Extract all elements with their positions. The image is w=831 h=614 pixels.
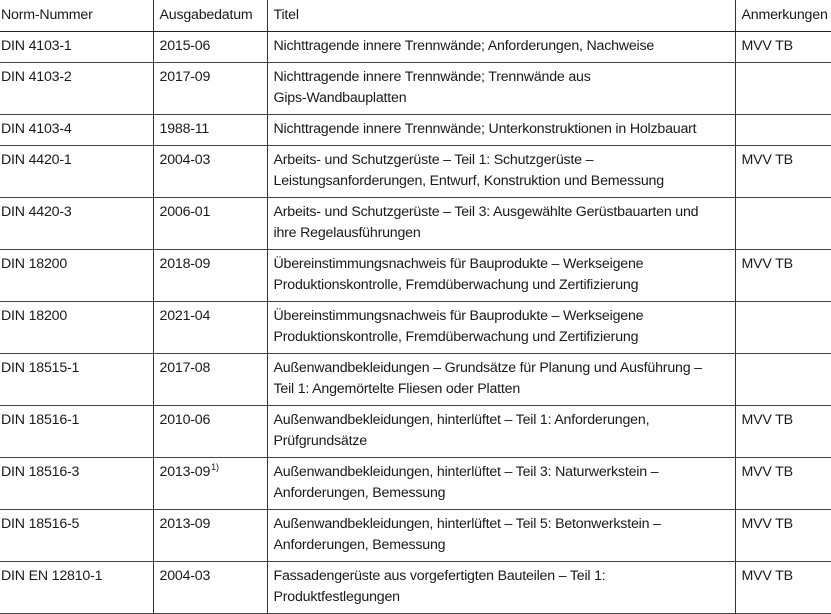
footnote-marker: 1): [211, 461, 219, 472]
title-line: Nichttragende innere Trennwände; Trennwände aus: [273, 68, 591, 85]
title-cell: [267, 457, 735, 509]
title-line: Produktfestlegungen: [273, 588, 400, 605]
issue-date-cell: [153, 509, 267, 561]
title-line: Gips-Wandbauplatten: [273, 89, 407, 106]
title-line: Fassadengerüste aus vorgefertigten Bauteilen – Teil 1:: [273, 567, 606, 584]
remarks-cell: MVV TB: [735, 249, 831, 301]
norm-number-cell: DIN 18516-3: [0, 457, 153, 509]
table-row: [0, 145, 831, 197]
issue-date-text: 2004-03: [159, 567, 211, 584]
issue-date-cell: [153, 31, 267, 62]
issue-date-text: 2015-06: [159, 37, 211, 54]
table-header: [0, 0, 831, 31]
title-line: Arbeits- und Schutzgerüste – Teil 1: Schutzgerüste –: [273, 151, 594, 168]
remarks-cell: [735, 114, 831, 145]
norm-number-cell: DIN 4420-1: [0, 145, 153, 197]
table-row: [0, 405, 831, 457]
table-row: [0, 114, 831, 145]
remarks-cell: [735, 197, 831, 249]
title-line: Anforderungen, Bemessung: [273, 484, 446, 501]
issue-date-text: 2018-09: [159, 255, 211, 272]
title-cell: [267, 561, 735, 613]
table-row: [0, 301, 831, 353]
header-remarks: Anmerkungen: [735, 0, 831, 31]
issue-date-cell: [153, 561, 267, 613]
table-body: [0, 31, 831, 613]
title-cell: [267, 249, 735, 301]
remarks-cell: MVV TB: [735, 145, 831, 197]
title-line: Nichttragende innere Trennwände; Unterkonstruktionen in Holzbauart: [273, 120, 697, 137]
issue-date-text: 2013-09: [159, 515, 211, 532]
issue-date-text: 2004-03: [159, 151, 211, 168]
norm-number-cell: DIN 18516-1: [0, 405, 153, 457]
title-cell: [267, 405, 735, 457]
remarks-cell: MVV TB: [735, 457, 831, 509]
title-line: Teil 1: Angemörtelte Fliesen oder Platten: [273, 380, 521, 397]
title-line: Arbeits- und Schutzgerüste – Teil 3: Ausgewählte Gerüstbauarten und: [273, 203, 699, 220]
remarks-cell: MVV TB: [735, 31, 831, 62]
issue-date-text: 2017-09: [159, 68, 211, 85]
norm-number-cell: DIN 18200: [0, 249, 153, 301]
title-line: Leistungsanforderungen, Entwurf, Konstruktion und Bemessung: [273, 172, 664, 189]
issue-date-text: 2021-04: [159, 307, 211, 324]
issue-date-text: 2006-01: [159, 203, 211, 220]
issue-date-cell: [153, 301, 267, 353]
remarks-cell: MVV TB: [735, 405, 831, 457]
title-cell: [267, 353, 735, 405]
title-cell: [267, 509, 735, 561]
header-row: [0, 0, 831, 31]
issue-date-text: 2010-06: [159, 411, 211, 428]
issue-date-cell: [153, 114, 267, 145]
remarks-cell: [735, 301, 831, 353]
table-row: [0, 62, 831, 114]
title-cell: [267, 145, 735, 197]
remarks-cell: MVV TB: [735, 509, 831, 561]
title-cell: [267, 114, 735, 145]
table-row: [0, 31, 831, 62]
norm-number-cell: DIN 18515-1: [0, 353, 153, 405]
remarks-cell: [735, 62, 831, 114]
title-cell: [267, 301, 735, 353]
title-line: Außenwandbekleidungen, hinterlüftet – Teil 5: Betonwerkstein –: [273, 515, 661, 532]
norm-number-cell: DIN 4103-2: [0, 62, 153, 114]
title-line: ihre Regelausführungen: [273, 224, 421, 241]
issue-date-text: 2013-09: [159, 463, 211, 480]
title-cell: [267, 197, 735, 249]
title-line: Anforderungen, Bemessung: [273, 536, 446, 553]
title-line: Übereinstimmungsnachweis für Bauprodukte – Werkseigene: [273, 307, 644, 324]
title-line: Produktionskontrolle, Fremdüberwachung und Zertifizierung: [273, 276, 639, 293]
norm-number-cell: DIN 4420-3: [0, 197, 153, 249]
issue-date-cell: [153, 405, 267, 457]
issue-date-cell: [153, 249, 267, 301]
title-line: Außenwandbekleidungen – Grundsätze für Planung und Ausführung –: [273, 359, 702, 376]
title-line: Außenwandbekleidungen, hinterlüftet – Teil 3: Naturwerkstein –: [273, 463, 659, 480]
issue-date-cell: [153, 457, 267, 509]
header-title: Titel: [267, 0, 735, 31]
issue-date-text: 2017-08: [159, 359, 211, 376]
title-cell: [267, 31, 735, 62]
table-row: [0, 561, 831, 613]
title-line: Produktionskontrolle, Fremdüberwachung und Zertifizierung: [273, 328, 639, 345]
table-row: [0, 353, 831, 405]
issue-date-cell: [153, 145, 267, 197]
header-issue-date: Ausgabedatum: [153, 0, 267, 31]
issue-date-cell: [153, 353, 267, 405]
title-cell: [267, 62, 735, 114]
title-line: Übereinstimmungsnachweis für Bauprodukte – Werkseigene: [273, 255, 644, 272]
issue-date-cell: [153, 62, 267, 114]
norm-number-cell: DIN 4103-4: [0, 114, 153, 145]
title-line: Prüfgrundsätze: [273, 432, 367, 449]
norm-number-cell: DIN EN 12810-1: [0, 561, 153, 613]
title-line: Außenwandbekleidungen, hinterlüftet – Teil 1: Anforderungen,: [273, 411, 650, 428]
table-row: [0, 249, 831, 301]
issue-date-cell: [153, 197, 267, 249]
table-row: [0, 457, 831, 509]
norm-number-cell: DIN 4103-1: [0, 31, 153, 62]
issue-date-text: 1988-11: [159, 120, 210, 137]
title-line: Nichttragende innere Trennwände; Anforderungen, Nachweise: [273, 37, 655, 54]
table-row: [0, 197, 831, 249]
norm-number-cell: DIN 18516-5: [0, 509, 153, 561]
norm-number-cell: DIN 18200: [0, 301, 153, 353]
header-norm-number: Norm-Nummer: [0, 0, 153, 31]
remarks-cell: MVV TB: [735, 561, 831, 613]
table-row: [0, 509, 831, 561]
remarks-cell: [735, 353, 831, 405]
